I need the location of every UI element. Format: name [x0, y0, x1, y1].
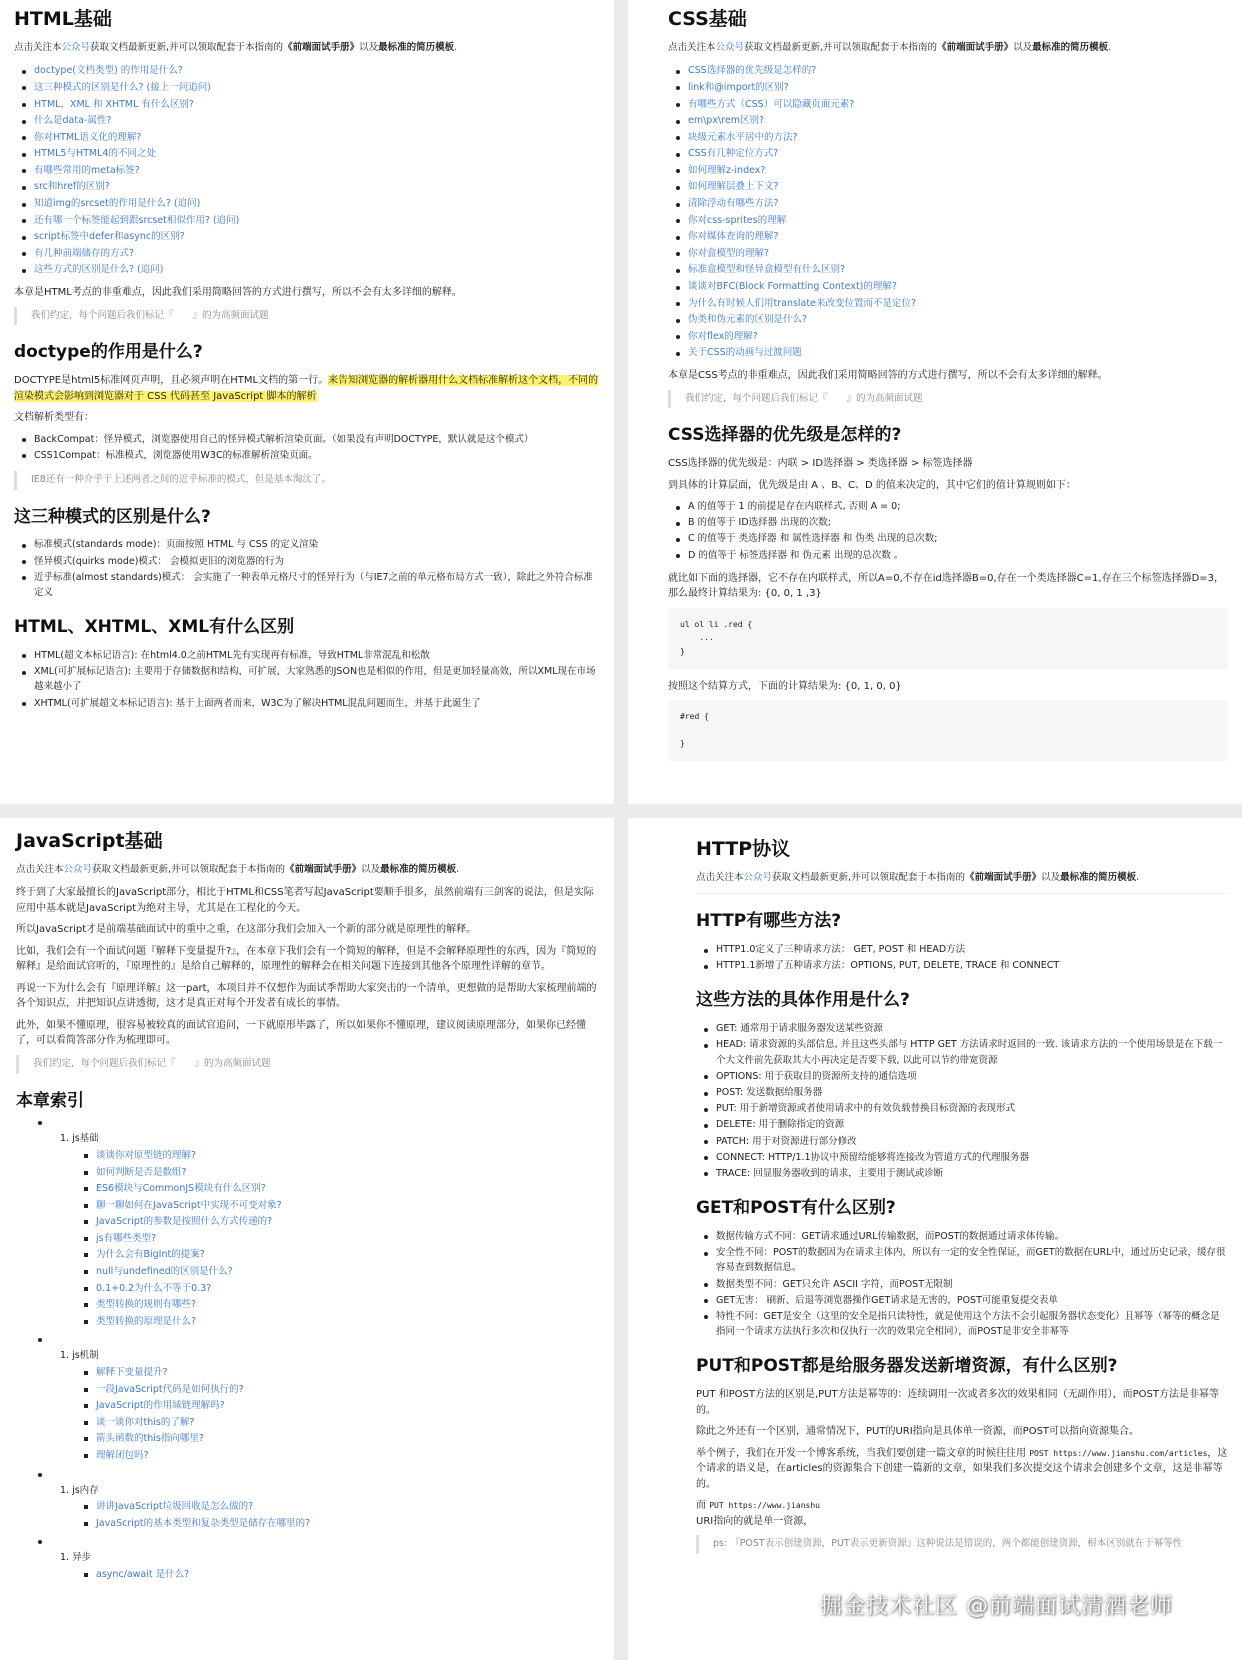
- index-link[interactable]: 谈谈你对原型链的理解?: [16, 1148, 600, 1165]
- css-quote: 我们约定，每个问题后我们标记『 』的为高频面试题: [668, 390, 1228, 409]
- toc-link[interactable]: 如何理解层叠上下文?: [668, 179, 1228, 196]
- doctype-quote: IE8还有一种介乎于上述两者之间的近乎标准的模式，但是基本淘汰了。: [14, 471, 600, 490]
- index-link[interactable]: 箭头函数的this指向哪里?: [16, 1431, 600, 1448]
- toc-link[interactable]: 清除浮动有哪些方法?: [668, 196, 1228, 213]
- index-group-title: 1. js基础: [60, 1133, 99, 1145]
- index-sublist: [16, 1365, 600, 1465]
- list-item: 数据传输方式不同：GET请求通过URL传输数据，而POST的数据通过请求体传输。: [696, 1229, 1228, 1244]
- official-account-link[interactable]: 公众号: [63, 863, 93, 875]
- index-sublist: [16, 1148, 600, 1331]
- css-title: CSS基础: [668, 8, 747, 30]
- code-block: #red { }: [668, 700, 1228, 761]
- list-item: PATCH: 用于对资源进行部分修改: [696, 1134, 1228, 1149]
- toc-link[interactable]: 如何理解z-index?: [668, 163, 1228, 180]
- js-quote: 我们约定，每个问题后我们标记『 』的为高频面试题: [16, 1055, 600, 1074]
- toc-link[interactable]: script标签中defer和async的区别?: [14, 229, 600, 246]
- doctype-paragraph: DOCTYPE是html5标准网页声明，且必须声明在HTML文档的第一行。来告知浏览器的解析器用什么文档标准解析这个文档，不同的渲染模式会影响到浏览器对于 CSS 代码甚至 JavaScript 脚本的解析: [14, 375, 599, 402]
- toc-link[interactable]: doctype(文档类型) 的作用是什么?: [14, 63, 600, 80]
- toc-link[interactable]: 你对媒体查询的理解?: [668, 229, 1228, 246]
- toc-link[interactable]: 伪类和伪元素的区别是什么?: [668, 312, 1228, 329]
- http-title: HTTP协议: [696, 838, 791, 860]
- index-group-js-mechanism: [16, 1348, 600, 1464]
- toc-link[interactable]: 知道img的srcset的作用是什么? (追问): [14, 196, 600, 213]
- list-item: CONNECT: HTTP/1.1协议中预留给能够将连接改为管道方式的代理服务器: [696, 1150, 1228, 1165]
- list-item: HTTP1.0定义了三种请求方法： GET, POST 和 HEAD方法: [696, 942, 1228, 957]
- priority-p1: CSS选择器的优先级是：内联 > ID选择器 > 类选择器 > 标签选择器: [668, 458, 973, 470]
- doctype-heading: doctype的作用是什么?: [14, 342, 203, 363]
- index-link[interactable]: 类型转换的规则有哪些?: [16, 1297, 600, 1314]
- index-group-title: 1. js内存: [60, 1484, 99, 1496]
- html-quote: 我们约定，每个问题后我们标记『 』的为高频面试题: [14, 307, 600, 326]
- javascript-basics-panel: [0, 818, 614, 1660]
- methods-heading: HTTP有哪些方法?: [696, 911, 842, 932]
- index-group-title: 1. js机制: [60, 1350, 99, 1362]
- toc-link[interactable]: 谈谈对BFC(Block Formatting Context)的理解?: [668, 279, 1228, 296]
- official-account-link[interactable]: 公众号: [61, 41, 91, 53]
- toc-link[interactable]: CSS有几种定位方式?: [668, 146, 1228, 163]
- intro-line: 点击关注本公众号获取文档最新更新,并可以领取配套于本指南的《前端面试手册》以及最标准的简历模板.: [14, 41, 458, 53]
- index-link[interactable]: 一段JavaScript代码是如何执行的?: [16, 1382, 600, 1399]
- js-paragraph: 比如，我们会有一个面试问题『解释下变量提升?』，在本章下我们会有一个简短的解释，但是不会解释原理性的东西，因为『简短的解释』是给面试官听的，『原理性的』是给自己解释的，原理性的解释会在相关问题下连接到其他各个原理性详解的章节。: [16, 945, 597, 973]
- index-link[interactable]: js有哪些类型?: [16, 1231, 600, 1248]
- putpost-p4: 而 PUT https://www.jianshu URI指向的就是单一资源，: [696, 1500, 820, 1527]
- list-item: CSS1Compat：标准模式，浏览器使用W3C的标准解析渲染页面。: [14, 448, 600, 463]
- toc-link[interactable]: 这三种模式的区别是什么? (接上一问追问): [14, 80, 600, 97]
- list-item: PUT: 用于新增资源或者使用请求中的有效负载替换目标资源的表现形式: [696, 1101, 1228, 1116]
- index-link[interactable]: 类型转换的原理是什么?: [16, 1314, 600, 1331]
- js-title: JavaScript基础: [16, 830, 163, 852]
- list-item: B 的值等于 ID选择器 出现的次数;: [668, 515, 1228, 530]
- toc-link[interactable]: 块级元素水平居中的方法?: [668, 130, 1228, 147]
- list-item: 近乎标准(almost standards)模式： 会实施了一种表单元格尺寸的怪异行为（与IE7之前的单元格布局方式一致），除此之外符合标准定义: [14, 570, 600, 600]
- index-bullet: [38, 1338, 42, 1342]
- index-sublist: [16, 1567, 600, 1584]
- index-link[interactable]: JavaScript的基本类型和复杂类型是储存在哪里的?: [16, 1516, 600, 1533]
- index-group-title: 1. 异步: [60, 1552, 92, 1564]
- intro-line: 点击关注本公众号获取文档最新更新,并可以领取配套于本指南的《前端面试手册》以及最标准的简历模板.: [16, 863, 460, 875]
- index-link[interactable]: ES6模块与CommonJS模块有什么区别?: [16, 1181, 600, 1198]
- list-item: GET: 通常用于请求服务器发送某些资源: [696, 1021, 1228, 1036]
- html-title: HTML基础: [14, 8, 112, 30]
- index-bullet: [38, 1473, 42, 1477]
- css-note: 本章是CSS考点的非重难点，因此我们采用简略回答的方式进行撰写，所以不会有太多详细的解释。: [668, 370, 1108, 381]
- list-item: A 的值等于 1 的前提是存在内联样式, 否则 A = 0;: [668, 499, 1228, 514]
- js-paragraph: 所以JavaScript才是前端基础面试中的重中之重，在这部分我们会加入一个新的部分就是原理性的解释。: [16, 924, 477, 936]
- watermark-text: 掘金技术社区 @前端面试清酒老师: [820, 1594, 1173, 1619]
- html-toc: [14, 63, 600, 279]
- priority-p4: 按照这个结算方式，下面的计算结果为: {0, 1, 0, 0}: [668, 680, 902, 692]
- priority-rules-list: [668, 499, 1228, 563]
- list-item: 标准模式(standards mode)：页面按照 HTML 与 CSS 的定义渲染: [14, 537, 600, 552]
- priority-p2: 到具体的计算层面，优先级是由 A 、B、C、D 的值来决定的，其中它们的值计算规则如下：: [668, 479, 1076, 491]
- index-link[interactable]: 如何判断是否是数组?: [16, 1165, 600, 1182]
- code-block: ul ol li .red { ... }: [668, 608, 1228, 669]
- list-item: 特性不同：GET是安全（这里的安全是指只读特性，就是使用这个方法不会引起服务器状态变化）且幂等（幂等的概念是指同一个请求方法执行多次和仅执行一次的效果完全相同），而POST是非安全非幂等: [696, 1309, 1228, 1339]
- toc-link[interactable]: 还有哪一个标签能起到跟srcset相似作用? (追问): [14, 213, 600, 230]
- list-item: 怪异模式(quirks mode)模式： 会模拟更旧的浏览器的行为: [14, 554, 600, 569]
- http-protocol-panel: [628, 818, 1242, 1660]
- getpost-heading: GET和POST有什么区别?: [696, 1198, 896, 1219]
- diff-list: [14, 648, 600, 711]
- doctype-types-label: 文档解析类型有：: [14, 412, 94, 424]
- list-item: 安全性不同：POST的数据因为在请求主体内，所以有一定的安全性保证，而GET的数据在URL中，通过历史记录，缓存很容易查到数据信息。: [696, 1245, 1228, 1275]
- putpost-quote: ps: 『POST表示创建资源，PUT表示更新资源』这种说法是错误的，两个都能创建资源，根本区别就在于幂等性: [696, 1535, 1228, 1554]
- putpost-heading: PUT和POST都是给服务器发送新增资源，有什么区别?: [696, 1356, 1118, 1377]
- js-paragraph: 此外，如果不懂原理，很容易被较真的面试官追问，一下就原形毕露了，所以如果你不懂原理，建议阅读原理部分，如果你已经懂了，可以看简答部分作为梳理即可。: [16, 1019, 586, 1047]
- index-heading: 本章索引: [16, 1090, 84, 1111]
- index-group-async: [16, 1550, 600, 1583]
- list-item: C 的值等于 类选择器 和 属性选择器 和 伪类 出现的总次数;: [668, 531, 1228, 546]
- toc-link[interactable]: link和@import的区别?: [668, 80, 1228, 97]
- index-link[interactable]: JavaScript的作用域链理解吗?: [16, 1398, 600, 1415]
- toc-link[interactable]: 你对HTML语义化的理解?: [14, 130, 600, 147]
- toc-link[interactable]: 什么是data-属性?: [14, 113, 600, 130]
- list-item: XML(可扩展标记语言): 主要用于存储数据和结构，可扩展，大家熟悉的JSON也是相似的作用，但是更加轻量高效，所以XML现在市场越来越小了: [14, 664, 600, 694]
- list-item: BackCompat：怪异模式，浏览器使用自己的怪异模式解析渲染页面。（如果没有声明DOCTYPE，默认就是这个模式）: [14, 432, 600, 447]
- diff-heading: HTML、XHTML、XML有什么区别: [14, 617, 295, 638]
- toc-link[interactable]: 有哪些方式（CSS）可以隐藏页面元素?: [668, 97, 1228, 114]
- js-paragraph: 再说一下为什么会有『原理详解』这一part，本项目并不仅想作为面试季帮助大家突击的一个清单，更想做的是帮助大家梳理前端的各个知识点，并把知识点讲透彻，这才是真正对每个开发者有成长的事情。: [16, 982, 597, 1010]
- css-toc: [668, 63, 1228, 362]
- index-link[interactable]: 为什么会有BigInt的提案?: [16, 1247, 600, 1264]
- toc-link[interactable]: 你对flex的理解?: [668, 329, 1228, 346]
- priority-p3: 就比如下面的选择器，它不存在内联样式，所以A=0,不存在id选择器B=0,存在一个类选择器C=1,存在三个标签选择器D=3，那么最终计算结果为: {0, 0, 1 ,3}: [668, 572, 1225, 600]
- inline-code: POST https://www.jianshu.com/articles: [1029, 1448, 1208, 1458]
- toc-link[interactable]: HTML5与HTML4的不同之处: [14, 146, 600, 163]
- priority-heading: CSS选择器的优先级是怎样的?: [668, 425, 902, 446]
- toc-link[interactable]: 这些方式的区别是什么? (追问): [14, 262, 600, 279]
- toc-link[interactable]: 有几种前端储存的方式?: [14, 246, 600, 263]
- toc-link[interactable]: 你对css-sprites的理解: [668, 213, 1228, 230]
- list-item: TRACE: 回显服务器收到的请求，主要用于测试或诊断: [696, 1166, 1228, 1181]
- toc-link[interactable]: HTML、XML 和 XHTML 有什么区别?: [14, 97, 600, 114]
- index-bullet: [38, 1121, 42, 1125]
- highlighted-text: 来告知浏览器的解析器用什么文档标准解析这个文档，不同的渲染模式会影响到浏览器对于 CSS 代码甚至 JavaScript 脚本的解析: [14, 375, 599, 402]
- index-link[interactable]: 谈一谈你对this的了解?: [16, 1415, 600, 1432]
- putpost-p1: PUT 和POST方法的区别是,PUT方法是幂等的：连续调用一次或者多次的效果相同（无副作用），而POST方法是非幂等的。: [696, 1389, 1219, 1416]
- list-item: HTTP1.1新增了五种请求方法：OPTIONS, PUT, DELETE, TRACE 和 CONNECT: [696, 958, 1228, 973]
- doctype-types-list: [14, 432, 600, 463]
- index-link[interactable]: async/await 是什么?: [16, 1567, 600, 1584]
- toc-link[interactable]: em\px\rem区别?: [668, 113, 1228, 130]
- intro-line: 点击关注本公众号获取文档最新更新,并可以领取配套于本指南的《前端面试手册》以及最标准的简历模板.: [668, 41, 1112, 53]
- list-item: XHTML(可扩展超文本标记语言): 基于上面两者而来，W3C为了解决HTML混乱问题而生，并基于此诞生了: [14, 696, 600, 711]
- list-item: OPTIONS: 用于获取目的资源所支持的通信选项: [696, 1069, 1228, 1084]
- index-group-js-memory: [16, 1483, 600, 1533]
- html-note: 本章是HTML考点的非重难点，因此我们采用简略回答的方式进行撰写，所以不会有太多详细的解释。: [14, 287, 462, 299]
- modes-heading: 这三种模式的区别是什么?: [14, 506, 211, 527]
- index-link[interactable]: null与undefined的区别是什么?: [16, 1264, 600, 1281]
- toc-link[interactable]: 有哪些常用的meta标签?: [14, 163, 600, 180]
- list-item: POST: 发送数据给服务器: [696, 1085, 1228, 1100]
- official-account-link[interactable]: 公众号: [743, 871, 773, 883]
- inline-code: PUT https://www.jianshu: [709, 1501, 820, 1511]
- index-link[interactable]: JavaScript的参数是按照什么方式传递的?: [16, 1214, 600, 1231]
- index-link[interactable]: 讲讲JavaScript垃圾回收是怎么做的?: [16, 1499, 600, 1516]
- toc-link[interactable]: src和href的区别?: [14, 179, 600, 196]
- js-paragraph: 终于到了大家最擅长的JavaScript部分，相比于HTML和CSS笔者写起JavaScript要顺手很多，虽然前端有三剑客的说法，但是实际应用中基本就是JavaScript为绝对主导，尤其是在工程化的今天。: [16, 887, 594, 914]
- methods-list: [696, 942, 1228, 973]
- list-item: 数据类型不同：GET只允许 ASCII 字符，而POST无限制: [696, 1277, 1228, 1292]
- official-account-link[interactable]: 公众号: [715, 41, 745, 53]
- modes-list: [14, 537, 600, 600]
- css-basics-panel: [628, 0, 1242, 804]
- toc-link[interactable]: 你对盒模型的理解?: [668, 246, 1228, 263]
- toc-link[interactable]: 为什么有时候人们用translate来改变位置而不是定位?: [668, 296, 1228, 313]
- index-group-js-basics: [16, 1131, 600, 1330]
- putpost-p2: 除此之外还有一个区别，通常情况下，PUT的URI指向是具体单一资源，而POST可以指向资源集合。: [696, 1426, 1140, 1438]
- usage-heading: 这些方法的具体作用是什么?: [696, 990, 910, 1011]
- index-link[interactable]: 0.1+0.2为什么不等于0.3?: [16, 1281, 600, 1298]
- list-item: D 的值等于 标签选择器 和 伪元素 出现的总次数 。: [668, 548, 1228, 563]
- toc-link[interactable]: 标准盒模型和怪异盒模型有什么区别?: [668, 262, 1228, 279]
- getpost-list: [696, 1229, 1228, 1339]
- list-item: GET无害： 刷新、后退等浏览器操作GET请求是无害的，POST可能重复提交表单: [696, 1293, 1228, 1308]
- usage-list: [696, 1021, 1228, 1181]
- list-item: HEAD: 请求资源的头部信息, 并且这些头部与 HTTP GET 方法请求时返回的一致. 该请求方法的一个使用场景是在下载一个大文件前先获取其大小再决定是否要下载, 以此可以节约带宽资源: [696, 1037, 1228, 1067]
- intro-line: 点击关注本公众号获取文档最新更新,并可以领取配套于本指南的《前端面试手册》以及最标准的简历模板.: [696, 871, 1140, 883]
- index-bullet: [38, 1540, 42, 1544]
- toc-link[interactable]: CSS选择器的优先级是怎样的?: [668, 63, 1228, 80]
- toc-link[interactable]: 关于CSS的动画与过渡问题: [668, 345, 1228, 362]
- list-item: HTML(超文本标记语言): 在html4.0之前HTML先有实现再有标准，导致HTML非常混乱和松散: [14, 648, 600, 663]
- html-basics-panel: [0, 0, 614, 804]
- index-link[interactable]: 聊一聊如何在JavaScript中实现不可变对象?: [16, 1198, 600, 1215]
- index-link[interactable]: 理解闭包吗?: [16, 1448, 600, 1465]
- index-sublist: [16, 1499, 600, 1532]
- index-link[interactable]: 解释下变量提升?: [16, 1365, 600, 1382]
- list-item: DELETE: 用于删除指定的资源: [696, 1117, 1228, 1132]
- divider: [696, 893, 1228, 894]
- putpost-p3: 举个例子，我们在开发一个博客系统，当我们要创建一篇文章的时候往往用 POST https://www.jianshu.com/articles，这个请求的语义是，在articles的资源集合下创建一篇新的文章，如果我们多次提交这个请求会创建多个文章，这是非幂等的。: [696, 1447, 1228, 1490]
